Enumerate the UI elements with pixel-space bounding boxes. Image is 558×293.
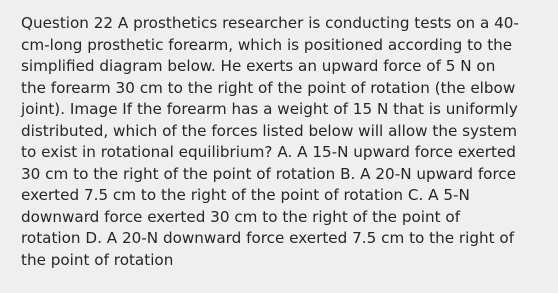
question-text: Question 22 A prosthetics researcher is conducting tests on a 40- cm-long prosthetic forearm, which is positioned according to the simplified diagram below. He exerts an upward force of 5 N on the forearm 30 cm to the right of the point of rotation (the elbow joint). Image If the forearm has a weight of 15 N that is uniformly distributed, which of the forces listed below will allow the system to exist in rotational equilibrium? A. A 15-N upward force exerted 30 cm to the right of the point of rotation B. A 20-N upward force exerted 7.5 cm to the right of the point of rotation C. A 5-N downward force exerted 30 cm to the right of the point of rotation D. A 20-N downward force exerted 7.5 cm to the right of the point of rotation [21,14,519,269]
